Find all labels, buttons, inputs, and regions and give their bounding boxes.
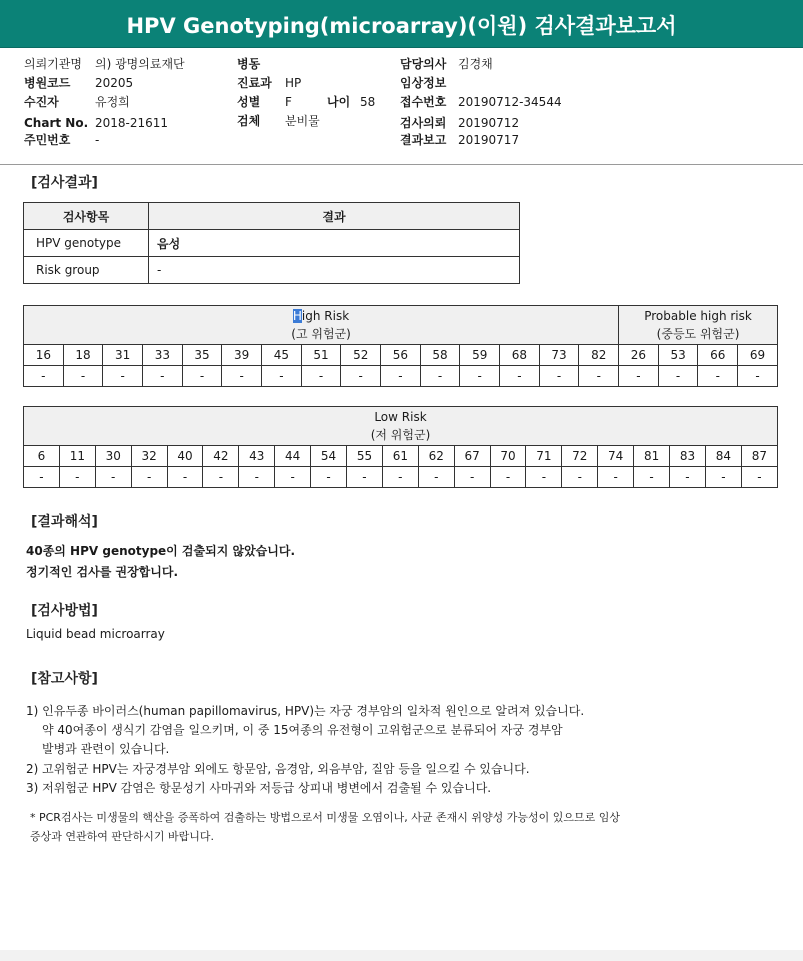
genotype-result-cell: - [490, 467, 526, 488]
recipient-label: 수진자 [24, 95, 59, 109]
genotype-cell: 81 [634, 446, 670, 467]
report-title: HPV Genotyping(microarray)(이원) 검사결과보고서 [126, 14, 677, 38]
method-text: Liquid bead microarray [26, 627, 165, 641]
genotype-result-cell: - [698, 366, 738, 387]
reference-line-1: 1) 인유두종 바이러스(human papillomavirus, HPV)는 자궁 경부암의 일차적 원인으로 알려져 있습니다. [26, 704, 585, 718]
institution-label: 의뢰기관명 [24, 57, 82, 71]
request-label: 검사의뢰 [400, 116, 447, 130]
doctor-label: 담당의사 [400, 57, 447, 71]
genotype-result-cell: - [738, 366, 778, 387]
genotype-result-cell: - [382, 467, 418, 488]
high-risk-table [23, 305, 778, 387]
genotype-result-cell: - [203, 467, 239, 488]
genotype-result-cell: - [454, 467, 490, 488]
report-title-bar [0, 0, 803, 48]
genotype-cell: 59 [460, 345, 500, 366]
genotype-result-cell: - [562, 467, 598, 488]
reference-line-5: 3) 저위험군 HPV 감염은 항문성기 사마귀와 저등급 상피내 병변에서 검출될 수 있습니다. [26, 781, 492, 795]
genotype-result-cell: - [347, 467, 383, 488]
reference-line-3: 발병과 관련이 있습니다. [42, 742, 170, 756]
genotype-cell: 56 [381, 345, 421, 366]
genotype-cell: 16 [24, 345, 64, 366]
section-interpretation-title: [결과해석] [31, 514, 98, 530]
genotype-result-cell: - [103, 366, 143, 387]
chart-value: 2018-21611 [95, 116, 169, 130]
summary-item: Risk group [24, 257, 149, 284]
genotype-result-cell: - [539, 366, 579, 387]
age-label: 나이 [327, 95, 351, 109]
low-risk-title: Low Risk [374, 410, 427, 424]
sex-value: F [285, 95, 292, 109]
genotype-result-cell: - [500, 366, 540, 387]
genotype-cell: 26 [619, 345, 659, 366]
receipt-label: 접수번호 [400, 95, 447, 109]
genotype-result-cell: - [418, 467, 454, 488]
high-risk-header [24, 306, 619, 345]
genotype-cell: 35 [182, 345, 222, 366]
genotype-cell: 52 [341, 345, 381, 366]
genotype-result-cell: - [95, 467, 131, 488]
low-risk-table [23, 406, 778, 488]
genotype-cell: 73 [539, 345, 579, 366]
summary-result: 음성 [149, 230, 520, 257]
probable-risk-title: Probable high risk [644, 309, 752, 323]
summary-col-item: 검사항목 [24, 203, 149, 230]
reference-line-4: 2) 고위험군 HPV는 자궁경부암 외에도 항문암, 음경암, 외음부암, 질암 등을 일으킬 수 있습니다. [26, 762, 530, 776]
genotype-result-cell: - [311, 467, 347, 488]
genotype-cell: 55 [347, 446, 383, 467]
summary-result: - [149, 257, 520, 284]
reference-note-1: * PCR검사는 미생물의 핵산을 증폭하여 검출하는 방법으로서 미생물 오염이나, 사균 존재시 위양성 가능성이 있으므로 임상 [30, 811, 620, 824]
sex-label: 성별 [237, 95, 261, 109]
genotype-result-cell: - [24, 366, 64, 387]
report-date-value: 20190717 [458, 133, 520, 147]
genotype-result-cell: - [131, 467, 167, 488]
genotype-result-cell: - [24, 467, 60, 488]
table-row [24, 230, 520, 257]
genotype-cell: 33 [143, 345, 183, 366]
genotype-cell: 39 [222, 345, 262, 366]
high-risk-title-highlight: H [292, 309, 302, 323]
genotype-cell: 72 [562, 446, 598, 467]
recipient-value: 유정희 [95, 95, 130, 109]
genotype-result-cell: - [239, 467, 275, 488]
section-reference-title: [참고사항] [31, 671, 98, 687]
ward-label: 병동 [237, 57, 261, 71]
genotype-cell: 53 [658, 345, 698, 366]
specimen-value: 분비물 [285, 114, 320, 128]
probable-risk-subtitle: (중등도 위험군) [656, 327, 740, 341]
table-row [24, 257, 520, 284]
genotype-cell: 58 [420, 345, 460, 366]
genotype-cell: 67 [454, 446, 490, 467]
genotype-result-cell: - [634, 467, 670, 488]
header-divider [0, 164, 803, 165]
genotype-cell: 74 [598, 446, 634, 467]
chart-label: Chart No. [24, 116, 89, 130]
hospital-code-label: 병원코드 [24, 76, 71, 90]
genotype-result-cell: - [658, 366, 698, 387]
genotype-result-cell: - [167, 467, 203, 488]
genotype-result-cell: - [579, 366, 619, 387]
genotype-result-cell: - [59, 467, 95, 488]
genotype-cell: 51 [301, 345, 341, 366]
genotype-cell: 43 [239, 446, 275, 467]
genotype-cell: 44 [275, 446, 311, 467]
genotype-cell: 30 [95, 446, 131, 467]
specimen-label: 검체 [237, 114, 261, 128]
dept-label: 진료과 [237, 76, 272, 90]
report-date-label: 결과보고 [400, 133, 447, 147]
genotype-result-cell: - [222, 366, 262, 387]
genotype-cell: 69 [738, 345, 778, 366]
genotype-result-cell: - [420, 366, 460, 387]
institution-value: 의) 광명의료재단 [95, 57, 185, 71]
genotype-result-cell: - [63, 366, 103, 387]
genotype-cell: 6 [24, 446, 60, 467]
genotype-cell: 87 [741, 446, 777, 467]
low-risk-header [24, 407, 778, 446]
genotype-cell: 32 [131, 446, 167, 467]
clinical-label: 임상정보 [400, 76, 447, 90]
genotype-cell: 40 [167, 446, 203, 467]
high-risk-subtitle: (고 위험군) [291, 327, 351, 341]
genotype-result-cell: - [741, 467, 777, 488]
section-method-title: [검사방법] [31, 603, 98, 619]
genotype-cell: 84 [705, 446, 741, 467]
genotype-result-cell: - [619, 366, 659, 387]
genotype-result-cell: - [262, 366, 302, 387]
genotype-cell: 18 [63, 345, 103, 366]
genotype-result-cell: - [381, 366, 421, 387]
genotype-result-cell: - [275, 467, 311, 488]
genotype-cell: 70 [490, 446, 526, 467]
probable-high-risk-header [619, 306, 778, 345]
high-risk-title: igh Risk [301, 309, 350, 323]
doctor-value: 김경채 [458, 57, 493, 71]
genotype-result-cell: - [670, 467, 706, 488]
resident-value: - [95, 133, 100, 147]
dept-value: HP [285, 76, 302, 90]
interpretation-line-1: 40종의 HPV genotype이 검출되지 않았습니다. [26, 544, 296, 558]
genotype-result-cell: - [182, 366, 222, 387]
genotype-cell: 45 [262, 345, 302, 366]
genotype-result-cell: - [705, 467, 741, 488]
reference-line-2: 약 40여종이 생식기 감염을 일으키며, 이 중 15여종의 유전형이 고위험군으로 분류되어 자궁 경부암 [42, 723, 563, 737]
genotype-result-cell: - [143, 366, 183, 387]
page-bottom-bar [0, 950, 803, 961]
summary-table [23, 202, 520, 284]
genotype-cell: 71 [526, 446, 562, 467]
receipt-value: 20190712-34544 [458, 95, 562, 109]
genotype-cell: 83 [670, 446, 706, 467]
request-value: 20190712 [458, 116, 520, 130]
age-value: 58 [360, 95, 376, 109]
genotype-cell: 31 [103, 345, 143, 366]
hospital-code-value: 20205 [95, 76, 134, 90]
summary-item: HPV genotype [24, 230, 149, 257]
genotype-cell: 62 [418, 446, 454, 467]
genotype-result-cell: - [301, 366, 341, 387]
genotype-result-cell: - [460, 366, 500, 387]
summary-col-result: 결과 [149, 203, 520, 230]
low-risk-subtitle: (저 위험군) [370, 428, 431, 442]
genotype-cell: 61 [382, 446, 418, 467]
genotype-cell: 68 [500, 345, 540, 366]
genotype-cell: 54 [311, 446, 347, 467]
section-result-title: [검사결과] [31, 175, 98, 191]
genotype-cell: 42 [203, 446, 239, 467]
genotype-cell: 66 [698, 345, 738, 366]
resident-label: 주민번호 [24, 133, 71, 147]
interpretation-line-2: 정기적인 검사를 권장합니다. [26, 565, 179, 579]
reference-note-2: 증상과 연관하여 판단하시기 바랍니다. [30, 830, 215, 843]
genotype-result-cell: - [341, 366, 381, 387]
genotype-result-cell: - [526, 467, 562, 488]
genotype-result-cell: - [598, 467, 634, 488]
genotype-cell: 11 [59, 446, 95, 467]
genotype-cell: 82 [579, 345, 619, 366]
